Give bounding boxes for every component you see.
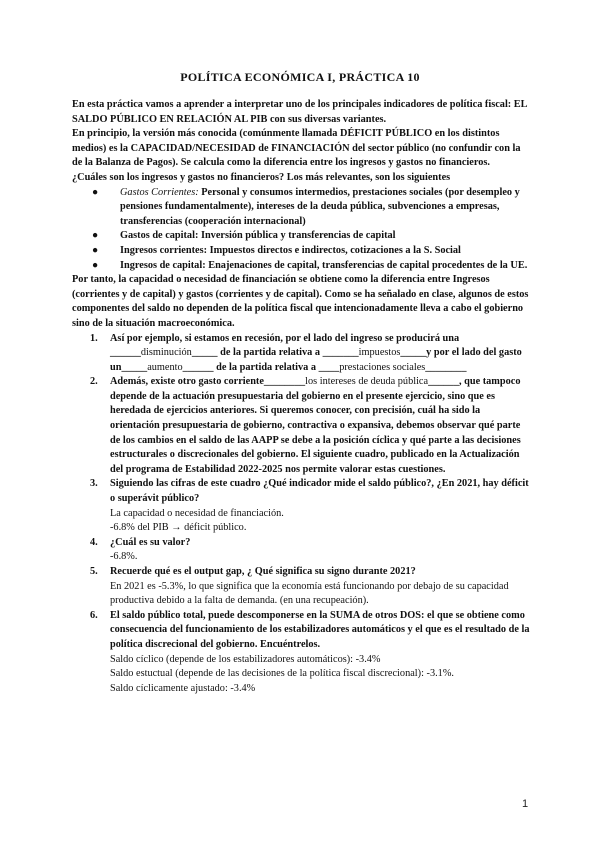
bullet-label: Gastos Corrientes:: [120, 186, 199, 198]
bullet-icon: ●: [92, 186, 99, 198]
question-number: 6.: [90, 609, 98, 621]
bullet-text: Impuestos directos e indirectos, cotizaciones a la S. Social: [207, 244, 461, 256]
list-item: [92, 244, 530, 259]
bullet-label: Ingresos de capital:: [120, 259, 206, 271]
question-text: ______, que tampoco depende de la actuación presupuestaria del gobierno en el presente ejercicio, sino que es heredada de ejercicios anteriores. Si queremos conocer, con precisión, cuál ha sido la orientación presupuestaria de gobierno, contractiva o expansiva, debemos observar qué parte de los cambios en el saldo de las AAPP se debe a la posición cíclica y qué parte a las decisiones estructurales o discrecionales del gobierno. El siguiente cuadro, publicado en la Actualización del programa de Estabilidad 2022-2025 nos permite valorar estas cuestiones.: [110, 376, 521, 475]
paragraph-after-list: Por tanto, la capacidad o necesidad de financiación se obtiene como la diferencia entre Ingresos (corrientes y de capital) y gastos (corrientes y de capital). Como se ha señalado en clase, algunos de estos componentes del saldo no dependen de la política fiscal que intencionadamente lleva a cabo el gobierno sino de la situación macroeconómica.: [72, 274, 529, 329]
question-text: Así por ejemplo, si estamos en recesión, por el lado del ingreso se producirá una ______: [110, 332, 460, 359]
question-text: Recuerde qué es el output gap, ¿ Qué significa su signo durante 2021?: [110, 566, 416, 577]
answer-fill: disminución: [140, 347, 192, 359]
question-6: [90, 609, 530, 697]
question-3: [90, 477, 530, 535]
question-text: ______ de la partida relativa a ____: [182, 361, 340, 373]
question-2: [90, 375, 530, 477]
question-text: Además, existe otro gasto corriente________: [110, 376, 306, 388]
question-4: [90, 536, 530, 565]
answer-fill: aumento: [147, 361, 183, 373]
answer-line: En 2021 es -5.3%, lo que significa que la economía está funcionando por debajo de su capacidad productiva debido a la falta de demanda. (en una recupeación).: [110, 580, 509, 607]
question-text: ¿Cuál es su valor?: [110, 536, 191, 548]
answer-line: Saldo cíclico (depende de los estabilizadores automáticos): -3.4%: [110, 653, 381, 665]
question-text: El saldo público total, puede descomponerse en la SUMA de otros DOS: el que se obtiene como consecuencia del funcionamiento de los estabilizadores automáticos y el que es el resultado de la política discrecional del gobierno. Encuéntrelos.: [110, 609, 530, 650]
intro-paragraph-3: ¿Cuáles son los ingresos y gastos no financieros? Los más relevantes, son los siguientes: [72, 171, 451, 183]
question-text: ________: [425, 361, 467, 373]
answer-fill: prestaciones sociales: [339, 361, 426, 373]
answer-fill: los intereses de deuda pública: [305, 376, 429, 388]
list-item: [92, 186, 530, 230]
bullet-icon: ●: [92, 244, 99, 256]
bullet-text: Enajenaciones de capital, transferencias de capital procedentes de la UE.: [205, 259, 528, 271]
question-text: _____y por el lado del gasto un_____: [110, 347, 522, 373]
bullet-icon: ●: [92, 230, 99, 242]
question-text: Siguiendo las cifras de este cuadro ¿Qué indicador mide el saldo público?, ¿En 2021, hay déficit o superávit público?: [110, 478, 529, 505]
intro-paragraph-2: En principio, la versión más conocida (comúnmente llamada DÉFICIT PÚBLICO en los distintos medios) es la CAPACIDAD/NECESIDAD de FINANCIACIÓN del sector público (no confundir con la de la Balanza de Pagos). Se calcula como la diferencia entre los ingresos y gastos no financieros.: [72, 128, 521, 169]
answer-line: Saldo cíclicamente ajustado: -3.4%: [110, 682, 256, 694]
intro-paragraph-1: En esta práctica vamos a aprender a interpretar uno de los principales indicadores de política fiscal: EL SALDO PÚBLICO EN RELACIÓN AL PIB con sus diversas variantes.: [72, 99, 527, 125]
bullet-list: [72, 186, 530, 274]
question-list: [72, 332, 530, 697]
question-number: 4.: [90, 536, 98, 548]
question-number: 1.: [90, 332, 98, 344]
answer-fill: impuestos: [358, 347, 401, 359]
bullet-label: Gastos de capital:: [120, 230, 199, 242]
bullet-icon: ●: [92, 259, 99, 271]
question-text: _____ de la partida relativa a _______: [191, 347, 359, 359]
answer-line: La capacidad o necesidad de financiación.: [110, 507, 284, 519]
answer-line: Saldo estuctual (depende de las decisiones de la política fiscal discrecional): -3.1%.: [110, 668, 454, 680]
bullet-text: Inversión pública y transferencias de capital: [198, 230, 396, 242]
bullet-label: Ingresos corrientes:: [120, 244, 208, 256]
question-number: 3.: [90, 478, 98, 490]
page-number: 1: [522, 798, 529, 810]
list-item: [92, 259, 530, 274]
question-1: [90, 332, 530, 376]
list-item: [92, 229, 530, 244]
page-title: POLÍTICA ECONÓMICA I, PRÁCTICA 10: [180, 70, 420, 84]
answer-line: -6.8% del PIB → déficit público.: [110, 522, 247, 534]
document-body: [72, 98, 530, 696]
question-5: [90, 565, 530, 609]
bullet-text: Personal y consumos intermedios, prestaciones sociales (por desempleo y pensiones fundamentalmente), intereses de la deuda pública, subvenciones a empresas, transferencias (cooperación internacional): [120, 186, 520, 227]
answer-line: -6.8%.: [110, 551, 138, 563]
question-number: 5.: [90, 566, 98, 577]
question-number: 2.: [90, 376, 98, 388]
